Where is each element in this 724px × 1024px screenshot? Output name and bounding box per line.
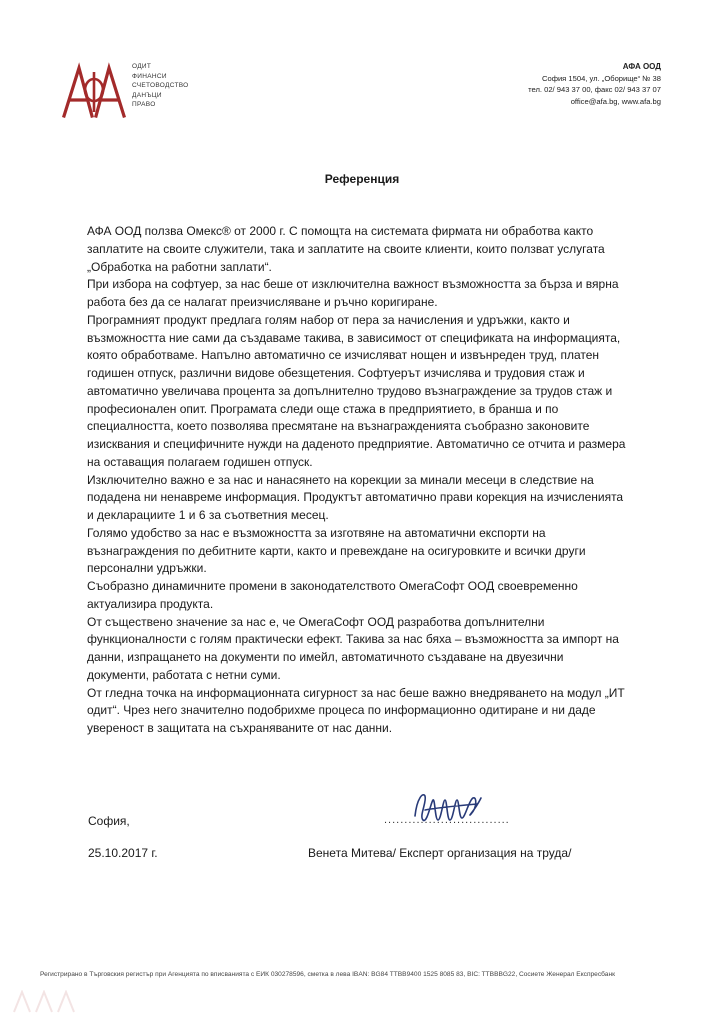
body-line: АФА ООД ползва Омекс® от 2000 г. С помощта на системата фирмата ни обработва както xyxy=(87,224,594,238)
body-line: увереност в защитата на съхраняваните от нас данни. xyxy=(87,721,393,735)
document-body xyxy=(87,223,647,738)
body-line: данни, изпращането на документи по имейл, автоматичното създаване на двуезични xyxy=(87,650,564,664)
company-address: София 1504, ул. „Оборище“ № 38 xyxy=(541,73,661,83)
body-line: подадена ни ненавреме информация. Продуктът автоматично прави корекция на изчисленията xyxy=(87,490,624,505)
body-line: одит“. Чрез него значително подобрихме процеса по информационно одитиране и ни даде xyxy=(87,703,596,718)
body-line: която обработваме. Напълно автоматично се изчисляват нощен и извънреден труд, платен xyxy=(87,348,600,363)
footer-registration: Регистрирано в Търговския регистър при Агенцията по вписванията с ЕИК 030278596, сметка в лева IBAN: BG84 TTBB9400 1525 8085 83, BIC: TTBBBG22, Сосиете Женерал Експресбанк xyxy=(40,971,615,978)
logo-word: ДАНЪЦИ xyxy=(132,91,162,99)
city: София, xyxy=(88,814,130,828)
logo-tagline xyxy=(132,62,189,110)
company-name: АФА ООД xyxy=(622,62,661,71)
body-line: изисквания и специфичните нужди на даденото предприятие. Автоматично се отчита и размера xyxy=(87,437,626,451)
body-line: актуализира продукта. xyxy=(87,596,214,611)
watermark-logo xyxy=(12,990,92,1014)
body-line: От гледна точка на информационната сигурност за нас беше важно внедряването на модул „ИТ xyxy=(87,685,625,700)
logo-word: СЧЕТОВОДСТВО xyxy=(132,82,189,90)
body-line: Голямо удобство за нас е възможността за изготвяне на автоматични експорти на xyxy=(87,525,546,540)
body-line: професионален опит. Програмата следи още стажа в предприятието, в бранша и по xyxy=(87,401,559,416)
afa-logo xyxy=(62,62,126,118)
company-phone: тел. 02/ 943 37 00, факс 02/ 943 37 07 xyxy=(528,85,661,94)
date: 25.10.2017 г. xyxy=(88,846,158,860)
body-line: заплатите на своите служители, така и заплатите на своите клиенти, които ползват услугата xyxy=(87,241,605,256)
company-contact: office@afa.bg, www.afa.bg xyxy=(570,96,661,106)
logo-word: ФИНАНСИ xyxy=(132,72,167,80)
logo-word: ПРАВО xyxy=(132,101,156,109)
body-line: на оставащия полагаем годишен отпуск. xyxy=(87,454,313,469)
company-header xyxy=(528,61,661,107)
body-line: При избора на софтуер, за нас беше от изключителна важност възможността за бърза и вярна xyxy=(87,277,619,292)
handwritten-signature xyxy=(405,786,505,830)
body-line: „Обработка на работни заплати“. xyxy=(87,259,272,274)
body-line: Изключително важно е за нас и нанасянето на корекции за минали месеци в следствие на xyxy=(87,472,594,487)
body-line: и декларациите 1 и 6 за съответния месец. xyxy=(87,508,329,522)
body-line: възнаграждения по дебитните карти, както и превеждане на осигуровките и всички други xyxy=(87,543,586,558)
body-line: персонални удръжки. xyxy=(87,561,207,576)
body-line: Съобразно динамичните промени в законодателството ОмегаСофт ООД своевременно xyxy=(87,579,578,593)
body-line: работа без да се налагат преизчисляване и ръчно коригиране. xyxy=(87,295,438,309)
body-line: документи, работата с нетни суми. xyxy=(87,667,281,682)
body-line: годишен отпуск, различни видове обезщетения. Софтуерът изчислява и трудовия стаж и xyxy=(87,366,585,380)
body-line: Програмният продукт предлага голям набор от пера за начисления и удръжки, както и xyxy=(87,312,570,327)
body-line: възможността ние сами да създаваме такива, в зависимост от спецификата на информацията, xyxy=(87,330,621,345)
document-title: Референция xyxy=(324,172,400,186)
signer-name: Венета Митева/ Експерт организация на труда/ xyxy=(308,846,572,860)
logo-word: ОДИТ xyxy=(132,63,152,70)
body-line: От съществено значение за нас е, че ОмегаСофт ООД разработва допълнителни xyxy=(87,614,545,629)
body-line: специалността, което позволява пресмятане на възнагражденията съобразно законовите xyxy=(87,419,590,434)
signature-line: ............................... xyxy=(384,814,510,826)
body-line: функционалности с голям практически ефект. Такива за нас бяха – възможността за импорт на xyxy=(87,632,619,647)
body-line: автоматично увеличава процента за допълнително трудово възнаграждение за трудов стаж и xyxy=(87,383,613,398)
